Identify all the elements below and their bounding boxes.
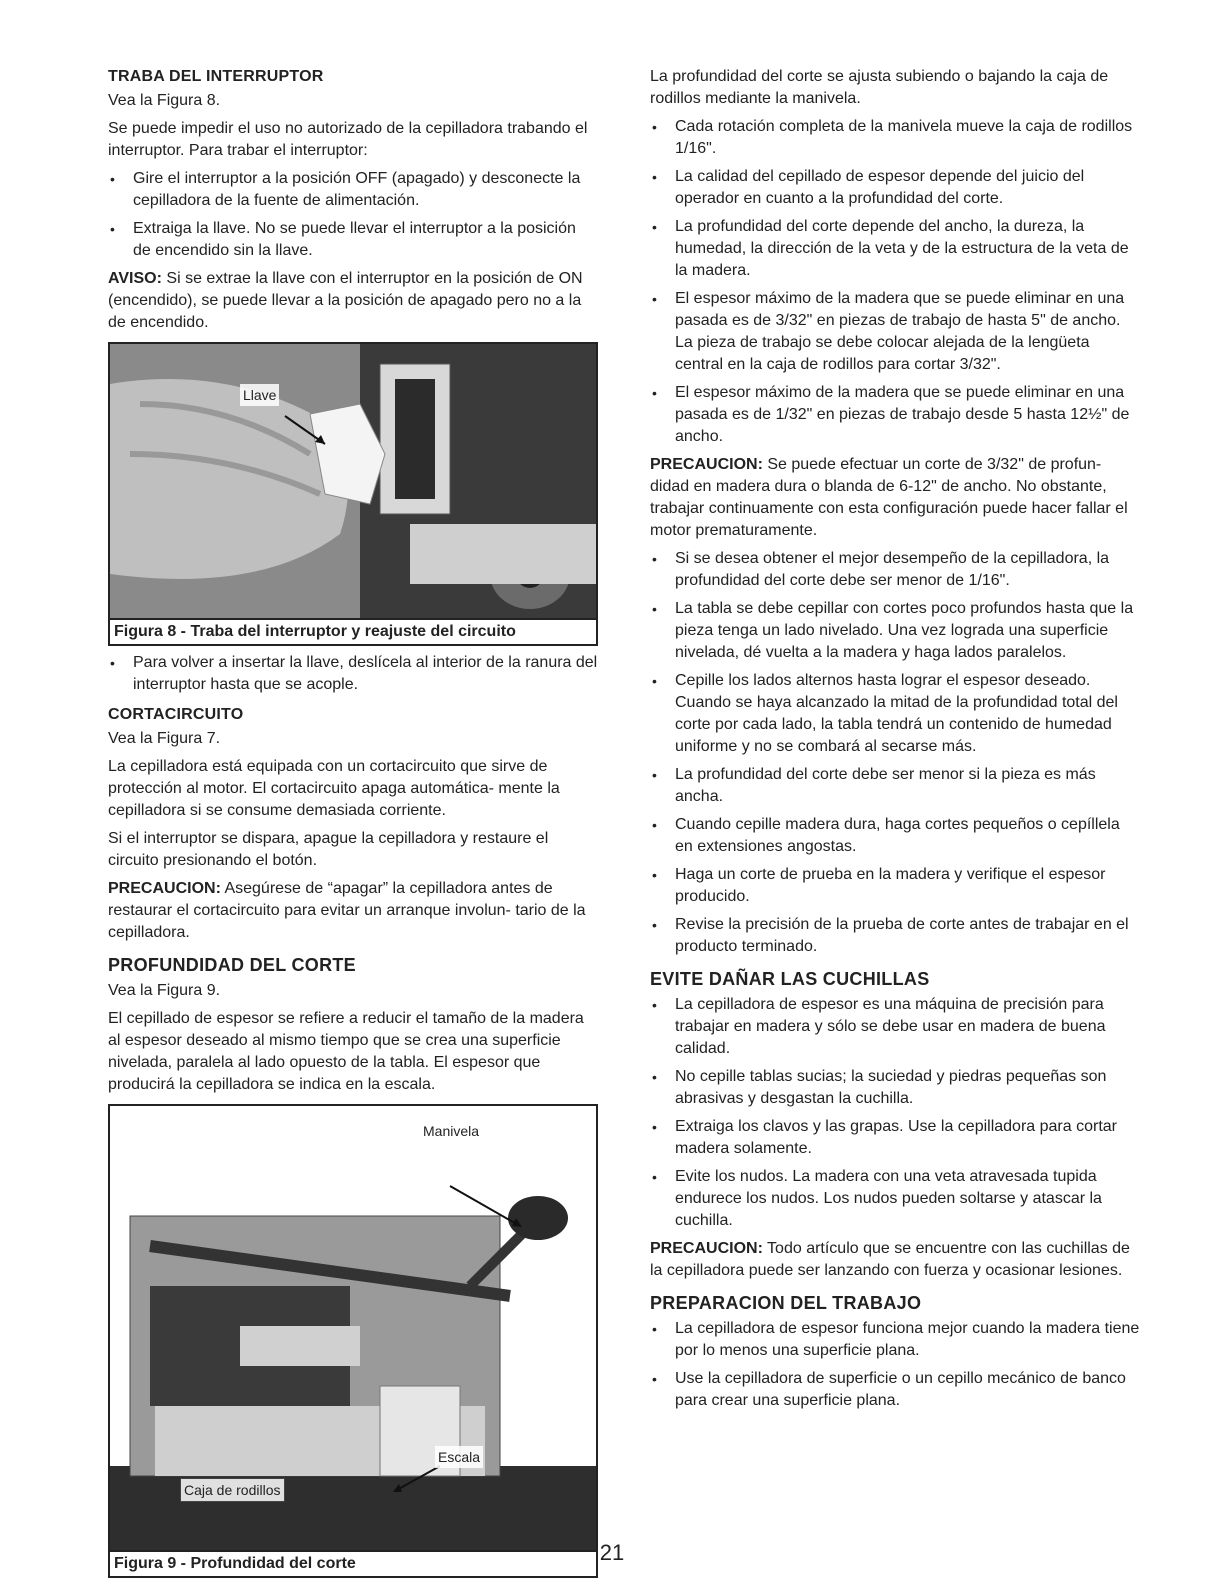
bullet-list xyxy=(650,116,1140,448)
list-item: • Cepille los lados alternos hasta lograr el espesor deseado. Cuando se haya alcanzado la mitad de la profundidad total del corte por cada lado, la tabla tendrá un contenido de humedad uniforme y no se combará al secarse más. xyxy=(650,670,1140,758)
list-item: • Cada rotación completa de la manivela mueve la caja de rodillos 1/16". xyxy=(650,116,1140,160)
list-item: • Use la cepilladora de superficie o un cepillo mecánico de banco para crear una superficie plana. xyxy=(650,1368,1140,1412)
precaucion-text: Todo artículo que se encuentre con las cuchillas de la cepilladora puede ser lanzando con fuerza y ocasionar lesiones. xyxy=(650,1240,1130,1279)
list-item: • Revise la precisión de la prueba de corte antes de trabajar en el producto terminado. xyxy=(650,914,1140,958)
aviso-text: Si se extrae la llave con el interruptor en la posición de ON (encendido), se puede llevar a la posición de apagado pero no a la de encendido. xyxy=(108,270,583,331)
precaucion-label: PRECAUCION: xyxy=(650,456,763,473)
figure-9-caption: Figura 9 - Profundidad del corte xyxy=(110,1550,596,1576)
list-item: • Extraiga los clavos y las grapas. Use la cepilladora para cortar madera solamente. xyxy=(650,1116,1140,1160)
list-item: • Haga un corte de prueba en la madera y verifique el espesor producido. xyxy=(650,864,1140,908)
heading-preparacion-trabajo: PREPARACION DEL TRABAJO xyxy=(650,1293,922,1313)
heading-cortacircuito: CORTACIRCUITO xyxy=(108,706,244,723)
list-item: • Gire el interruptor a la posición OFF (apagado) y desconecte la cepilladora de la fuente de alimentación. xyxy=(108,168,598,212)
figure-8-caption: Figura 8 - Traba del interruptor y reajuste del circuito xyxy=(110,618,596,644)
left-column xyxy=(108,66,598,1584)
list-item: • La tabla se debe cepillar con cortes poco profundos hasta que la pieza tenga un lado nivelado. Una vez lograda una superficie nivelada, dé vuelta a la madera y haga lados paralelos. xyxy=(650,598,1140,664)
callout-escala: Escala xyxy=(435,1446,483,1468)
list-item: • Para volver a insertar la llave, deslícela al interior de la ranura del interruptor hasta que se acople. xyxy=(108,652,598,696)
paragraph: El cepillado de espesor se refiere a reducir el tamaño de la madera al espesor deseado al mismo tiempo que se crea una superficie nivelada, paralela al lado opuesto de la tabla. El espesor que producirá la cepilladora se indica en la escala. xyxy=(108,1010,584,1093)
callout-llave: Llave xyxy=(240,384,279,406)
list-item: • Cuando cepille madera dura, haga cortes pequeños o cepíllela en extensiones angostas. xyxy=(650,814,1140,858)
precaucion-text: Asegúrese de “apagar” la cepilladora antes de restaurar el cortacircuito para evitar un arranque involun- tario de la cepilladora. xyxy=(108,880,586,941)
paragraph: La cepilladora está equipada con un cortacircuito que sirve de protección al motor. El cortacircuito apaga automática- mente la cepilladora si se consume demasiada corriente. xyxy=(108,758,560,819)
callout-manivela: Manivela xyxy=(420,1120,482,1142)
precaucion-note xyxy=(108,878,598,944)
page-number: 21 xyxy=(599,1540,625,1565)
precaucion-note xyxy=(650,454,1140,542)
bullet-list xyxy=(650,994,1140,1232)
figure-reference: Vea la Figura 8. xyxy=(108,92,221,109)
heading-traba-interruptor: TRABA DEL INTERRUPTOR xyxy=(108,68,324,85)
precaucion-text: Se puede efectuar un corte de 3/32" de profun- didad en madera dura o blanda de 6-12" de ancho. No obstante, trabajar continuamente con esta configuración puede hacer fallar el motor prematuramente. xyxy=(650,456,1128,539)
bullet-list xyxy=(108,652,598,696)
precaucion-label: PRECAUCION: xyxy=(650,1240,763,1257)
list-item: • Si se desea obtener el mejor desempeño de la cepilladora, la profundidad del corte debe ser menor de 1/16". xyxy=(650,548,1140,592)
list-item: • No cepille tablas sucias; la suciedad y piedras pequeñas son abrasivas y desgastan la cuchilla. xyxy=(650,1066,1140,1110)
callout-caja-rodillos: Caja de rodillos xyxy=(180,1478,285,1502)
aviso-label: AVISO: xyxy=(108,270,162,287)
paragraph: Si el interruptor se dispara, apague la cepilladora y restaure el circuito presionando el botón. xyxy=(108,830,549,869)
figure-8 xyxy=(108,342,598,646)
figure-9 xyxy=(108,1104,598,1578)
paragraph: La profundidad del corte se ajusta subiendo o bajando la caja de rodillos mediante la manivela. xyxy=(650,68,1109,107)
heading-evite-danar: EVITE DAÑAR LAS CUCHILLAS xyxy=(650,969,930,989)
list-item: • El espesor máximo de la madera que se puede eliminar en una pasada es de 1/32" en piezas de trabajo desde 5 hasta 12½" de ancho. xyxy=(650,382,1140,448)
list-item: • La profundidad del corte depende del ancho, la dureza, la humedad, la dirección de la veta y de la estructura de la veta de la madera. xyxy=(650,216,1140,282)
paragraph: Se puede impedir el uso no autorizado de la cepilladora trabando el interruptor. Para trabar el interruptor: xyxy=(108,120,588,159)
precaucion-label: PRECAUCION: xyxy=(108,880,221,897)
list-item: • La cepilladora de espesor es una máquina de precisión para trabajar en madera y sólo se debe usar en madera de buena calidad. xyxy=(650,994,1140,1060)
list-item: • El espesor máximo de la madera que se puede eliminar en una pasada es de 3/32" en piezas de trabajo de hasta 5" de ancho. La pieza de trabajo se debe colocar alejada de la lengüeta central en la caja de rodillos para cortar 3/32". xyxy=(650,288,1140,376)
list-item: • La profundidad del corte debe ser menor si la pieza es más ancha. xyxy=(650,764,1140,808)
aviso-note xyxy=(108,268,598,334)
figure-reference: Vea la Figura 9. xyxy=(108,982,221,999)
bullet-list xyxy=(650,1318,1140,1412)
list-item: • La cepilladora de espesor funciona mejor cuando la madera tiene por lo menos una superficie plana. xyxy=(650,1318,1140,1362)
right-column xyxy=(650,66,1140,1418)
bullet-list xyxy=(108,168,598,262)
heading-profundidad-corte: PROFUNDIDAD DEL CORTE xyxy=(108,955,356,975)
list-item: • Extraiga la llave. No se puede llevar el interruptor a la posición de encendido sin la llave. xyxy=(108,218,598,262)
list-item: • La calidad del cepillado de espesor depende del juicio del operador en cuanto a la profundidad del corte. xyxy=(650,166,1140,210)
list-item: • Evite los nudos. La madera con una veta atravesada tupida endurece los nudos. Los nudos pueden soltarse y atascar la cuchilla. xyxy=(650,1166,1140,1232)
figure-reference: Vea la Figura 7. xyxy=(108,730,221,747)
precaucion-note xyxy=(650,1238,1140,1282)
key-switch-photo xyxy=(110,344,598,620)
bullet-list xyxy=(650,548,1140,958)
